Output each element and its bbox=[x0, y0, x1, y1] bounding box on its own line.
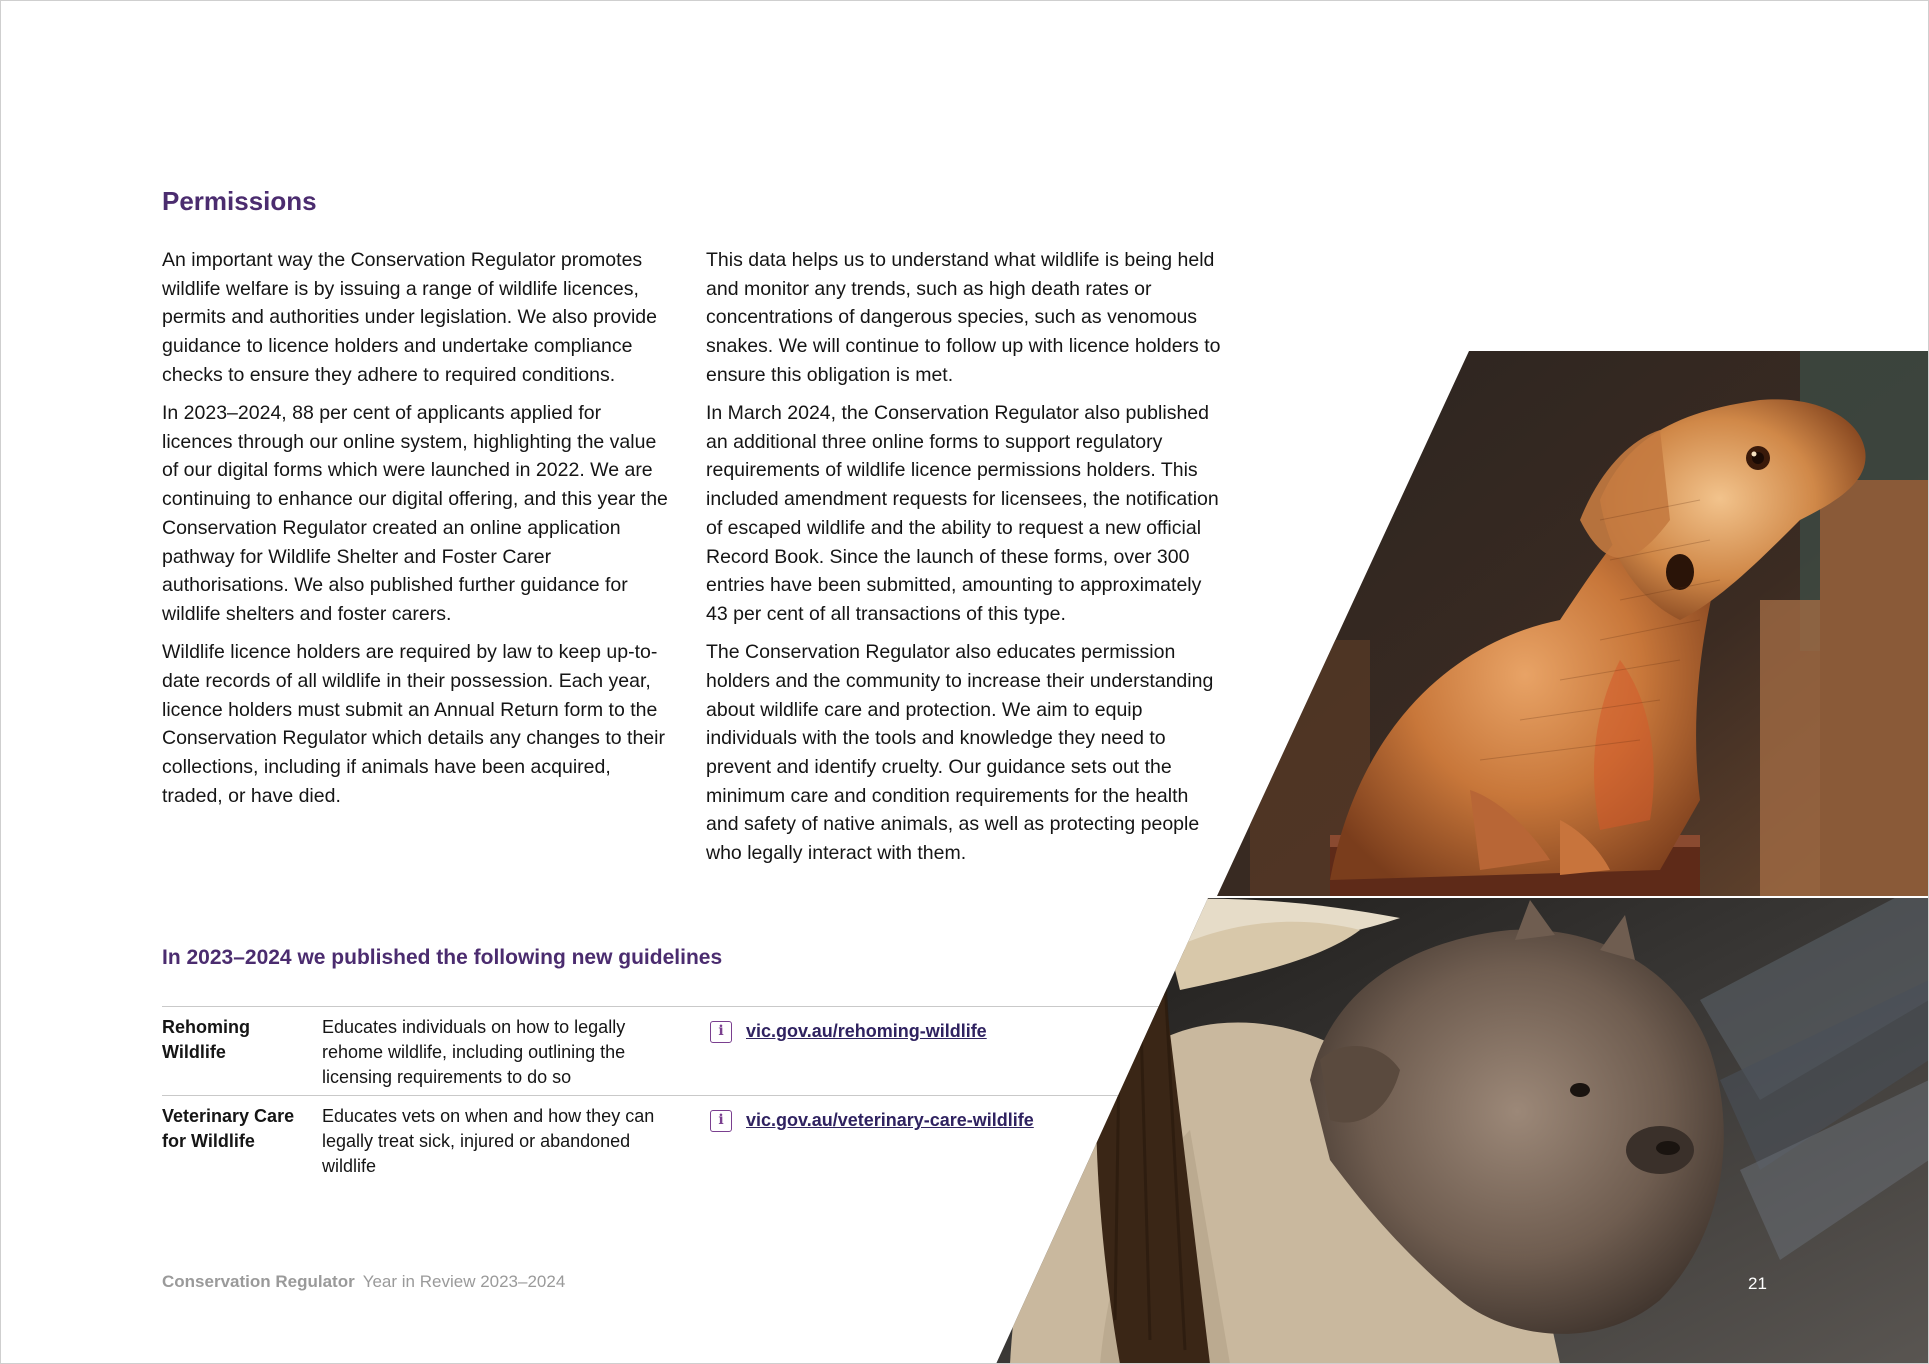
info-icon: i bbox=[710, 1021, 732, 1043]
info-icon: i bbox=[710, 1110, 732, 1132]
guideline-name: Veterinary Care for Wildlife bbox=[162, 1106, 295, 1151]
footer bbox=[162, 1272, 565, 1292]
paragraph: This data helps us to understand what wildlife is being held and monitor any trends, such as high death rates or concentrations of dangerous species, such as venomous snakes. We will continue to follow up with licence holders to ensure this obligation is met. bbox=[706, 249, 1221, 386]
paragraph: In 2023–2024, 88 per cent of applicants applied for licences through our online system, highlighting the value of our digital forms which were launched in 2022. We are continuing to enhance our digital offering, and this year the Conservation Regulator created an online application pathway for Wildlife Shelter and Foster Carer authorisations. We also published further guidance for wildlife shelters and foster carers. bbox=[162, 402, 668, 625]
paragraph: Wildlife licence holders are required by law to keep up-to-date records of all wildlife in their possession. Each year, licence holders must submit an Annual Return form to the Conservation Regulator which details any changes to their collections, including if animals have been acquired, traded, or have died. bbox=[162, 641, 665, 807]
page-number: 21 bbox=[1748, 1274, 1767, 1293]
paragraph: The Conservation Regulator also educates permission holders and the community to increase their understanding about wildlife care and protection. We aim to equip individuals with the tools and knowledge they need to prevent and identify cruelty. Our guidance sets out the minimum care and condition requirements for the health and safety of native animals, as well as protecting people who legally interact with them. bbox=[706, 641, 1214, 865]
guideline-description: Educates vets on when and how they can legally treat sick, injured or abandoned wildlife bbox=[322, 1106, 655, 1176]
page-title: Permissions bbox=[162, 186, 317, 216]
footer-title: Year in Review 2023–2024 bbox=[362, 1272, 566, 1291]
bearded-dragon-photo bbox=[1200, 340, 1929, 910]
paragraph: An important way the Conservation Regulator promotes wildlife welfare is by issuing a range of wildlife licences, permits and authorities under legislation. We also provide guidance to licence holders and undertake compliance checks to ensure they adhere to required conditions. bbox=[162, 249, 657, 386]
footer-org: Conservation Regulator bbox=[162, 1272, 355, 1291]
veterinary-care-wildlife-link[interactable]: vic.gov.au/veterinary-care-wildlife bbox=[746, 1110, 1034, 1130]
paragraph: In March 2024, the Conservation Regulator also published an additional three online forms to support regulatory requirements of wildlife licence permissions holders. This included amendment requests for licensees, the notification of escaped wildlife and the ability to request a new official Record Book. Since the launch of these forms, over 300 entries have been submitted, amounting to approximately 43 per cent of all transactions of this type. bbox=[706, 402, 1219, 625]
guideline-name: Rehoming Wildlife bbox=[162, 1017, 250, 1062]
wombat-photo bbox=[990, 880, 1929, 1364]
rehoming-wildlife-link[interactable]: vic.gov.au/rehoming-wildlife bbox=[746, 1021, 987, 1041]
guideline-description: Educates individuals on how to legally rehome wildlife, including outlining the licensing requirements to do so bbox=[322, 1017, 626, 1087]
guidelines-heading: In 2023–2024 we published the following new guidelines bbox=[162, 946, 723, 969]
